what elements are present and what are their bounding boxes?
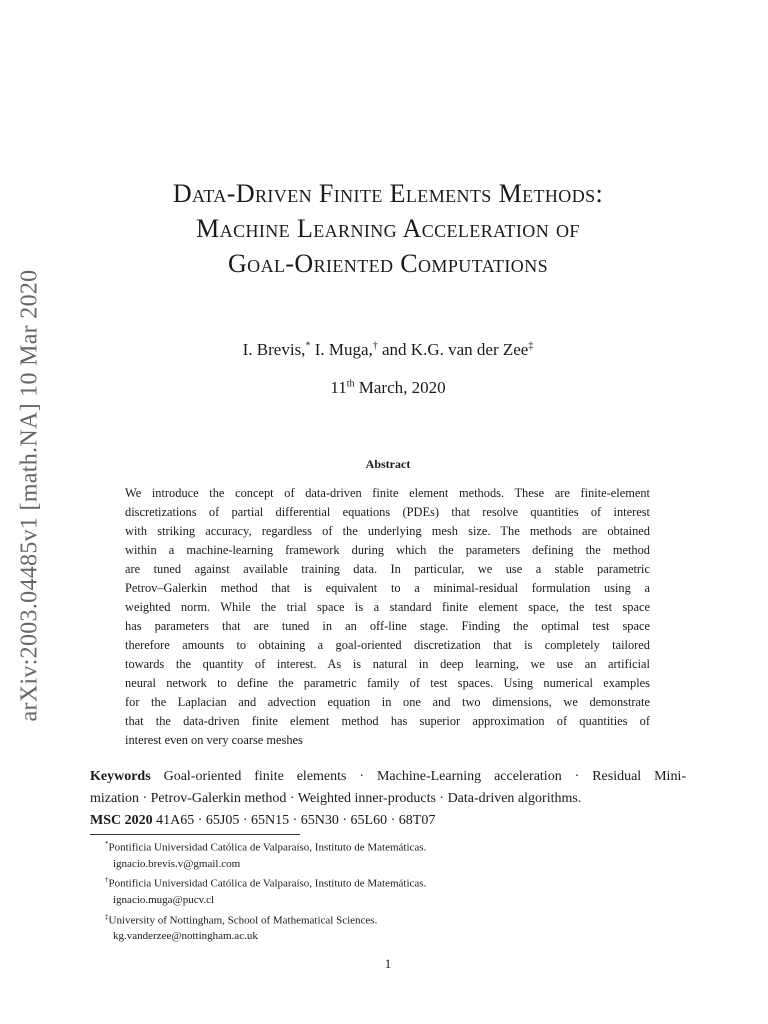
- msc-label: MSC 2020: [90, 813, 153, 828]
- footnote-affiliation-muga: [105, 872, 665, 892]
- date-month-year: March, 2020: [354, 378, 446, 397]
- abstract-line: weighted norm. While the trial space is a standard finite element space, the test space: [125, 600, 650, 614]
- footnotes: [105, 836, 665, 945]
- arxiv-identifier-text: arXiv:2003.04485v1 [math.NA] 10 Mar 2020: [16, 269, 43, 721]
- abstract-line: Petrov–Galerkin method that is equivalent to a minimal-residual formulation using a: [125, 581, 650, 595]
- abstract-line: neural network to define the parametric family of test spaces. Using numerical examples: [125, 676, 650, 690]
- keywords-line-1: [90, 766, 686, 788]
- footnote-email-muga[interactable]: ignacio.muga@pucv.cl: [113, 894, 215, 907]
- abstract-body: [125, 484, 650, 750]
- footnote-mark-3: ‡: [528, 340, 534, 352]
- author-muga: I. Muga,: [310, 340, 373, 359]
- abstract-heading: Abstract: [365, 457, 411, 471]
- abstract-line: has parameters that are tuned in an off-line stage. Finding the optimal test space: [125, 619, 650, 633]
- keywords-text-1: Goal-oriented finite elements · Machine-Learning acceleration · Residual Mini-: [150, 769, 686, 784]
- footnote-mark-2: †: [372, 340, 378, 352]
- footnote-affiliation-text: University of Nottingham, School of Mathematical Sciences.: [108, 914, 378, 927]
- footnote-mark: ‡: [105, 912, 109, 921]
- footnote-mark: †: [105, 876, 109, 885]
- abstract-line: within a machine-learning framework during which the parameters defining the method: [125, 543, 650, 557]
- footnote-affiliation-brevis: [105, 836, 665, 856]
- abstract-line: towards the quantity of interest. As is natural in deep learning, we use an artificial: [125, 657, 650, 671]
- date-day: 11: [330, 378, 347, 397]
- author-van-der-zee: and K.G. van der Zee: [377, 340, 529, 359]
- abstract-line: discretizations of partial differential equations (PDEs) that resolve quantities of interest: [125, 505, 650, 519]
- abstract-line: with striking accuracy, regardless of the underlying mesh size. The methods are obtained: [125, 524, 650, 538]
- author-list: [100, 340, 676, 360]
- keywords-line-2: mization · Petrov-Galerkin method · Weighted inner-products · Data-driven algorithms.: [90, 791, 582, 806]
- abstract-line: therefore amounts to obtaining a goal-oriented discretization that is completely tailored: [125, 638, 650, 652]
- footnote-affiliation-van-der-zee: [105, 909, 665, 929]
- footnote-separator: [90, 834, 300, 835]
- footnote-affiliation-text: Pontificia Universidad Católica de Valparaíso, Instituto de Matemáticas.: [108, 841, 427, 854]
- title-line-1: Data-Driven Finite Elements Methods:: [172, 179, 604, 208]
- footnote-email-van-der-zee[interactable]: kg.vanderzee@nottingham.ac.uk: [113, 930, 258, 943]
- abstract-line: for the Laplacian and advection equation in one and two dimensions, we demonstrate: [125, 695, 650, 709]
- date-ordinal-suffix: th: [346, 378, 355, 390]
- abstract-line: We introduce the concept of data-driven finite element methods. These are finite-element: [125, 486, 650, 500]
- abstract-line: that the data-driven finite element method has superior approximation of quantities of: [125, 714, 650, 728]
- footnote-mark: *: [105, 840, 109, 848]
- publication-date: [100, 378, 676, 398]
- abstract-line: are tuned against available training data. In particular, we use a stable parametric: [125, 562, 650, 576]
- title-line-3: Goal-Oriented Computations: [228, 249, 548, 278]
- arxiv-identifier-stamp: [10, 250, 50, 740]
- paper-title: [100, 176, 676, 281]
- keywords-label: Keywords: [90, 769, 151, 784]
- author-brevis: I. Brevis,: [242, 340, 306, 359]
- page-number: 1: [384, 956, 392, 971]
- msc-line: [90, 810, 686, 832]
- footnote-email-brevis[interactable]: ignacio.brevis.v@gmail.com: [113, 857, 241, 870]
- keywords-block: [90, 766, 686, 832]
- footnote-affiliation-text: Pontificia Universidad Católica de Valparaíso, Instituto de Matemáticas.: [108, 877, 427, 890]
- footnote-mark-1: *: [305, 340, 311, 352]
- abstract-line: interest even on very coarse meshes: [125, 733, 303, 747]
- msc-codes: 41A65 · 65J05 · 65N15 · 65N30 · 65L60 · 68T07: [152, 813, 436, 828]
- title-line-2: Machine Learning Acceleration of: [196, 214, 580, 243]
